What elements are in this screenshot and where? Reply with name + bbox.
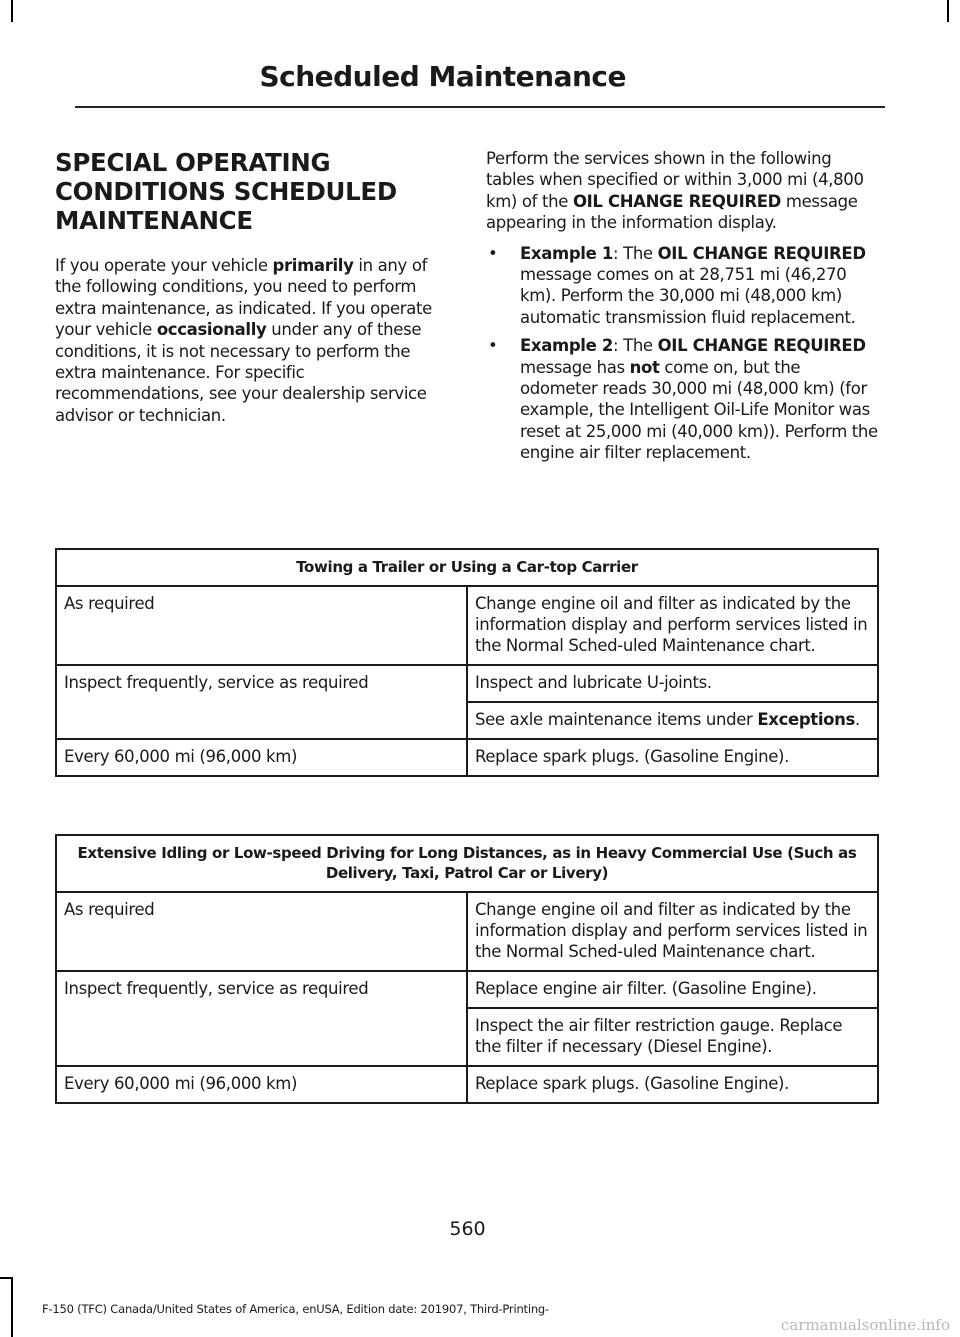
table-row bbox=[56, 586, 878, 665]
interval-cell: Every 60,000 mi (96,000 km) bbox=[56, 739, 467, 776]
watermark: carmanualsonline.info bbox=[780, 1316, 950, 1334]
example-sep: : The bbox=[612, 243, 658, 263]
action-cell: Replace spark plugs. (Gasoline Engine). bbox=[467, 1066, 878, 1103]
page-header-title: Scheduled Maintenance bbox=[259, 60, 626, 93]
bullet: • bbox=[488, 243, 498, 263]
example-message: OIL CHANGE REQUIRED bbox=[657, 243, 866, 263]
idling-maintenance-table bbox=[55, 834, 879, 1104]
exceptions-bold: Exceptions bbox=[757, 710, 856, 729]
intro-text-1: If you operate your vehicle bbox=[55, 256, 273, 275]
action-cell: Change engine oil and filter as indicated by the information display and perform services listed in the Normal Sched-uled Maintenance chart. bbox=[467, 586, 878, 665]
list-item-example-2 bbox=[486, 335, 881, 463]
section-title bbox=[55, 148, 455, 235]
action-cell: Inspect the air filter restriction gauge. Replace the filter if necessary (Diesel Engine). bbox=[467, 1008, 878, 1066]
example-text: message comes on at 28,751 mi (46,270 km). Perform the 30,000 mi (48,000 km) automatic transmission fluid replacement. bbox=[520, 265, 856, 327]
list-item-example-1 bbox=[486, 243, 881, 329]
intro-bold-occasionally: occasionally bbox=[156, 320, 267, 340]
towing-maintenance-table bbox=[55, 548, 879, 777]
example-bold-not: not bbox=[629, 357, 660, 377]
example-message: OIL CHANGE REQUIRED bbox=[657, 336, 866, 356]
example-text-2: come on, but the odometer reads 30,000 mi (48,000 km) (for example, the Intelligent Oil-Life Monitor was reset at 25,000 mi (40,000 km)). Perform the engine air filter replacement. bbox=[520, 357, 878, 463]
perform-text-2: message appearing in the information display. bbox=[486, 191, 858, 233]
interval-cell: Every 60,000 mi (96,000 km) bbox=[56, 1066, 467, 1103]
edition-footer: F-150 (TFC) Canada/United States of America, enUSA, Edition date: 201907, Third-Printing- bbox=[42, 1302, 549, 1316]
perform-bold-message: OIL CHANGE REQUIRED bbox=[572, 191, 781, 211]
table-row bbox=[56, 1066, 878, 1103]
interval-cell: Inspect frequently, service as required bbox=[56, 971, 467, 1066]
examples-list bbox=[486, 243, 881, 464]
intro-bold-primarily: primarily bbox=[272, 256, 354, 275]
intro-paragraph bbox=[55, 255, 455, 426]
left-column bbox=[55, 148, 455, 426]
section-title-line-2: CONDITIONS SCHEDULED bbox=[55, 177, 397, 206]
table-title: Towing a Trailer or Using a Car-top Carrier bbox=[56, 549, 878, 586]
table-row bbox=[56, 892, 878, 971]
crop-mark-bottom-left-h bbox=[0, 1277, 12, 1279]
table-row bbox=[56, 739, 878, 776]
crop-mark-top-right-v bbox=[947, 0, 949, 22]
right-column bbox=[486, 148, 881, 471]
section-title-line-3: MAINTENANCE bbox=[55, 206, 253, 235]
action-cell: Change engine oil and filter as indicated by the information display and perform services listed in the Normal Sched-uled Maintenance chart. bbox=[467, 892, 878, 971]
action-cell: Inspect and lubricate U-joints. bbox=[467, 665, 878, 702]
table-row bbox=[56, 971, 878, 1008]
table-title: Extensive Idling or Low-speed Driving for Long Distances, as in Heavy Commercial Use (Such as Delivery, Taxi, Patrol Car or Livery) bbox=[56, 835, 878, 892]
action-text: See axle maintenance items under bbox=[475, 710, 758, 729]
action-cell: Replace spark plugs. (Gasoline Engine). bbox=[467, 739, 878, 776]
intro-text-3: under any of these conditions, it is not necessary to perform the extra maintenance. For specific recommendations, see your dealership service advisor or technician. bbox=[55, 320, 427, 425]
example-sep: : The bbox=[612, 336, 658, 356]
bullet: • bbox=[488, 336, 498, 356]
page-number: 560 bbox=[449, 1218, 486, 1240]
interval-cell: As required bbox=[56, 892, 467, 971]
action-text-end: . bbox=[855, 710, 860, 729]
crop-mark-top-left-v bbox=[11, 0, 13, 22]
action-cell: Replace engine air filter. (Gasoline Engine). bbox=[467, 971, 878, 1008]
intro-text-2: in any of the following conditions, you need to perform extra maintenance, as indicated. If you operate your vehicle bbox=[55, 256, 432, 340]
section-title-line-1: SPECIAL OPERATING bbox=[55, 148, 331, 177]
example-label: Example 2 bbox=[520, 336, 613, 356]
example-label: Example 1 bbox=[520, 243, 613, 263]
crop-mark-bottom-left-v bbox=[11, 1277, 13, 1337]
interval-cell: Inspect frequently, service as required bbox=[56, 665, 467, 739]
example-text: message has bbox=[520, 357, 630, 377]
table-row bbox=[56, 665, 878, 702]
header-divider bbox=[75, 106, 885, 108]
action-cell bbox=[467, 702, 878, 739]
perform-services-paragraph bbox=[486, 148, 881, 234]
perform-text-1: Perform the services shown in the following tables when specified or within 3,000 mi (4,800 km) of the bbox=[486, 149, 864, 211]
interval-cell: As required bbox=[56, 586, 467, 665]
